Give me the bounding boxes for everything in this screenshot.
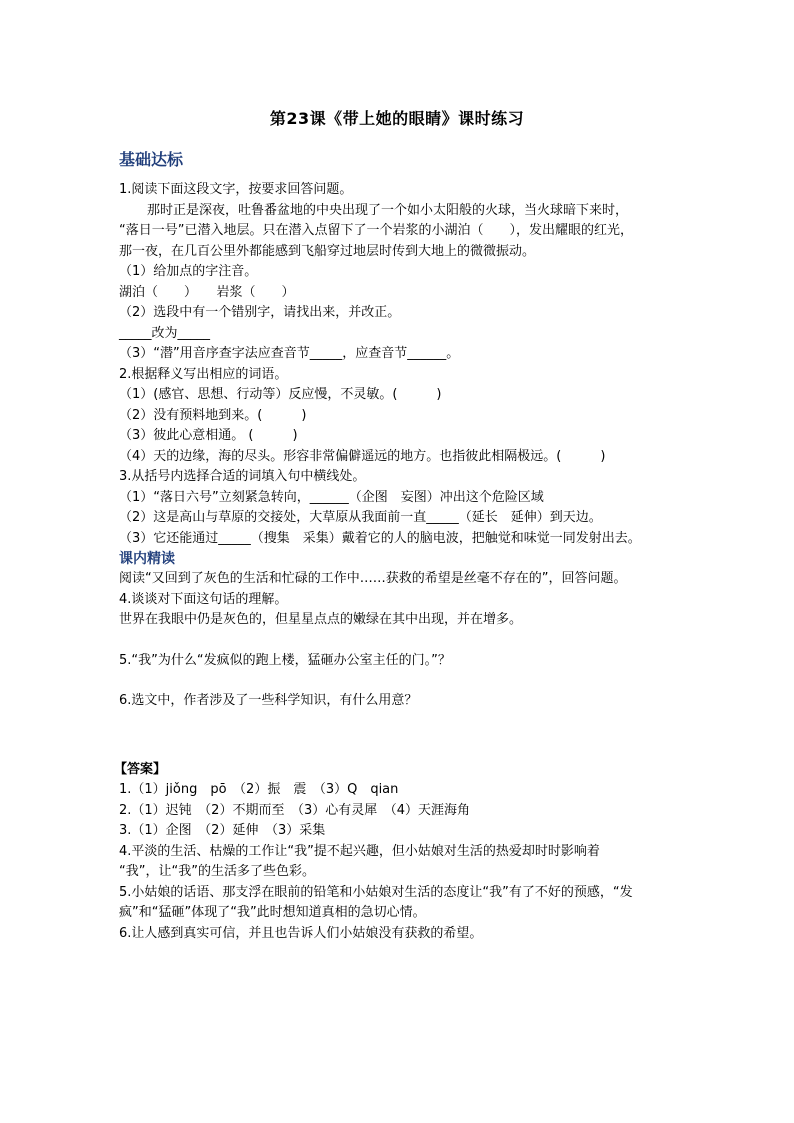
answer-6: 6.让人感到真实可信，并且也告诉人们小姑娘没有获救的希望。 <box>119 925 483 941</box>
answer-2: 2.（1）迟钝 （2）不期而至 （3）心有灵犀 （4）天涯海角 <box>119 802 470 818</box>
page-title: 第23课《带上她的眼睛》课时练习 <box>269 109 525 128</box>
question-5: 5.“我”为什么“发疯似的跑上楼，猛砸办公室主任的门。”？ <box>119 652 451 668</box>
answer-5-line-1: 5.小姑娘的话语、那支浮在眼前的铅笔和小姑娘对生活的态度让“我”有了不好的预感，“发 <box>119 884 633 900</box>
q2-item-1: （1）(感官、思想、行动等）反应慢，不灵敏。( ) <box>119 387 442 402</box>
answer-5-line-2: 疯”和“猛砸”体现了“我”此时想知道真相的急切心情。 <box>119 905 426 920</box>
section-heading-basic: 基础达标 <box>119 150 184 169</box>
answer-4-line-2: “我”，让“我”的生活多了些色彩。 <box>119 864 315 879</box>
question-2-stem: 2.根据释义写出相应的词语。 <box>119 366 288 382</box>
passage-line-1: 那时正是深夜，吐鲁番盆地的中央出现了一个如小太阳般的火球，当火球暗下来时， <box>147 202 629 218</box>
passage-line-3: 那一夜，在几百公里外都能感到飞船穿过地层时传到大地上的微微振动。 <box>119 243 536 259</box>
passage-line-2: “落日一号”已潜入地层。只在潜入点留下了一个岩浆的小湖泊（ ），发出耀眼的红光， <box>119 223 633 238</box>
question-3-stem: 3.从括号内选择合适的词填入句中横线处。 <box>119 469 366 484</box>
answer-1: 1.（1）jiǒng pō （2）振 震 （3）Q qian <box>119 782 399 797</box>
question-6: 6.选文中，作者涉及了一些科学知识，有什么用意？ <box>119 693 418 708</box>
question-1-stem: 1.阅读下面这段文字，按要求回答问题。 <box>119 182 353 197</box>
answer-3: 3.（1）企图 （2）延伸 （3）采集 <box>119 823 326 838</box>
q2-item-3: （3）彼此心意相通。 ( ) <box>119 428 298 443</box>
q3-item-2: （2）这是高山与草原的交接处，大草原从我面前一直_____（延长 延伸）到天边。 <box>119 510 602 525</box>
q2-item-4: （4）天的边缘，海的尽头。形容非常偏僻遥远的地方。也指彼此相隔极远。( ) <box>119 448 606 464</box>
answer-4-line-1: 4.平淡的生活、枯燥的工作让“我”提不起兴趣，但小姑娘对生活的热爱却时时影响着 <box>119 843 600 859</box>
q1-sub1-blanks: 湖泊（ ） 岩浆（ ） <box>119 284 295 300</box>
q4-quote: 世界在我眼中仍是灰色的，但星星点点的嫩绿在其中出现，并在增多。 <box>119 612 523 627</box>
q1-sub3: （3）“潜”用音序查字法应查音节_____，应查音节______。 <box>119 346 460 361</box>
section-heading-reading: 课内精读 <box>119 551 175 567</box>
q1-sub2: （2）选段中有一个错别字，请找出来，并改正。 <box>119 305 401 320</box>
question-4-stem: 4.谈谈对下面这句话的理解。 <box>119 591 288 607</box>
q2-item-2: （2）没有预料地到来。( ) <box>119 407 307 423</box>
document-body <box>114 148 689 944</box>
q1-sub2-blank: _____改为_____ <box>119 325 211 341</box>
q3-item-1: （1）“落日六号”立刻紧急转向，______（企图 妄图）冲出这个危险区域 <box>119 489 544 505</box>
q1-sub1: （1）给加点的字注音。 <box>119 264 258 279</box>
answers-heading: 【答案】 <box>114 761 167 777</box>
reading-intro: 阅读“又回到了灰色的生活和忙碌的工作中……获救的希望是丝毫不存在的”，回答问题。 <box>119 571 627 586</box>
q3-item-3: （3）它还能通过_____（搜集 采集）戴着它的人的脑电波，把触觉和味觉一同发射出去。 <box>119 530 641 546</box>
